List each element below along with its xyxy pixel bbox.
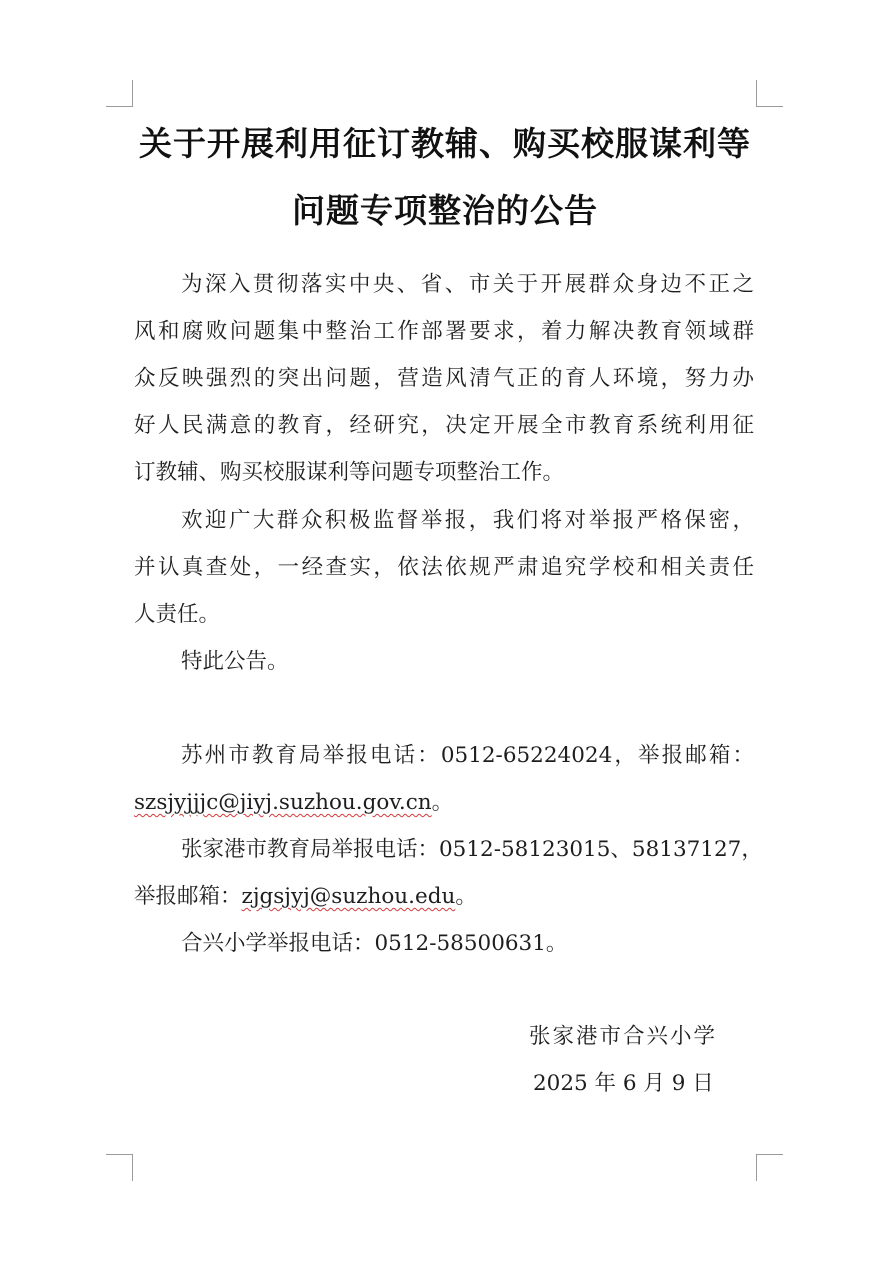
crop-mark-bottom-right (756, 1154, 783, 1181)
para2-line-2: 并认真查处，一经查实，依法依规严肃追究学校和相关责任 (134, 555, 754, 580)
crop-mark-top-left (106, 80, 133, 107)
contact-zjg-email-line (134, 883, 477, 911)
para1-line-5: 订教辅、购买校服谋利等问题专项整治工作。 (134, 460, 565, 485)
signature-date: 2025 年 6 月 9 日 (533, 1071, 714, 1096)
para1-line-4: 好人民满意的教育，经研究，决定开展全市教育系统利用征 (134, 413, 754, 438)
suzhou-email-end: 。 (431, 790, 454, 815)
zjg-email-prefix: 举报邮箱： (134, 884, 242, 909)
contact-suzhou-email-line (134, 789, 453, 817)
contact-suzhou-line: 苏州市教育局举报电话：0512-65224024，举报邮箱： (181, 743, 754, 768)
zjg-email-end: 。 (455, 884, 477, 909)
contact-hexing-line: 合兴小学举报电话：0512-58500631。 (181, 931, 568, 956)
para3-closing: 特此公告。 (181, 649, 289, 674)
signature-org: 张家港市合兴小学 (529, 1024, 718, 1049)
para1-line-1: 为深入贯彻落实中央、省、市关于开展群众身边不正之 (181, 272, 754, 297)
title-line-2: 问题专项整治的公告 (292, 191, 598, 230)
crop-mark-bottom-left (106, 1154, 133, 1181)
zjg-email-link[interactable]: zjgsjyj@suzhou.edu (241, 884, 456, 909)
crop-mark-top-right (756, 80, 783, 107)
suzhou-email-link[interactable]: szsjyjjjc@jiyj.suzhou.gov.cn (134, 790, 432, 815)
para1-line-3: 众反映强烈的突出问题，营造风清气正的育人环境，努力办 (134, 366, 754, 391)
para1-line-2: 风和腐败问题集中整治工作部署要求，着力解决教育领域群 (134, 319, 754, 344)
para2-line-3: 人责任。 (134, 602, 221, 627)
contact-zjg-line: 张家港市教育局举报电话：0512-58123015、58137127， (181, 837, 763, 862)
title-line-1: 关于开展利用征订教辅、购买校服谋利等 (139, 124, 751, 163)
para2-line-1: 欢迎广大群众积极监督举报，我们将对举报严格保密， (181, 508, 754, 533)
